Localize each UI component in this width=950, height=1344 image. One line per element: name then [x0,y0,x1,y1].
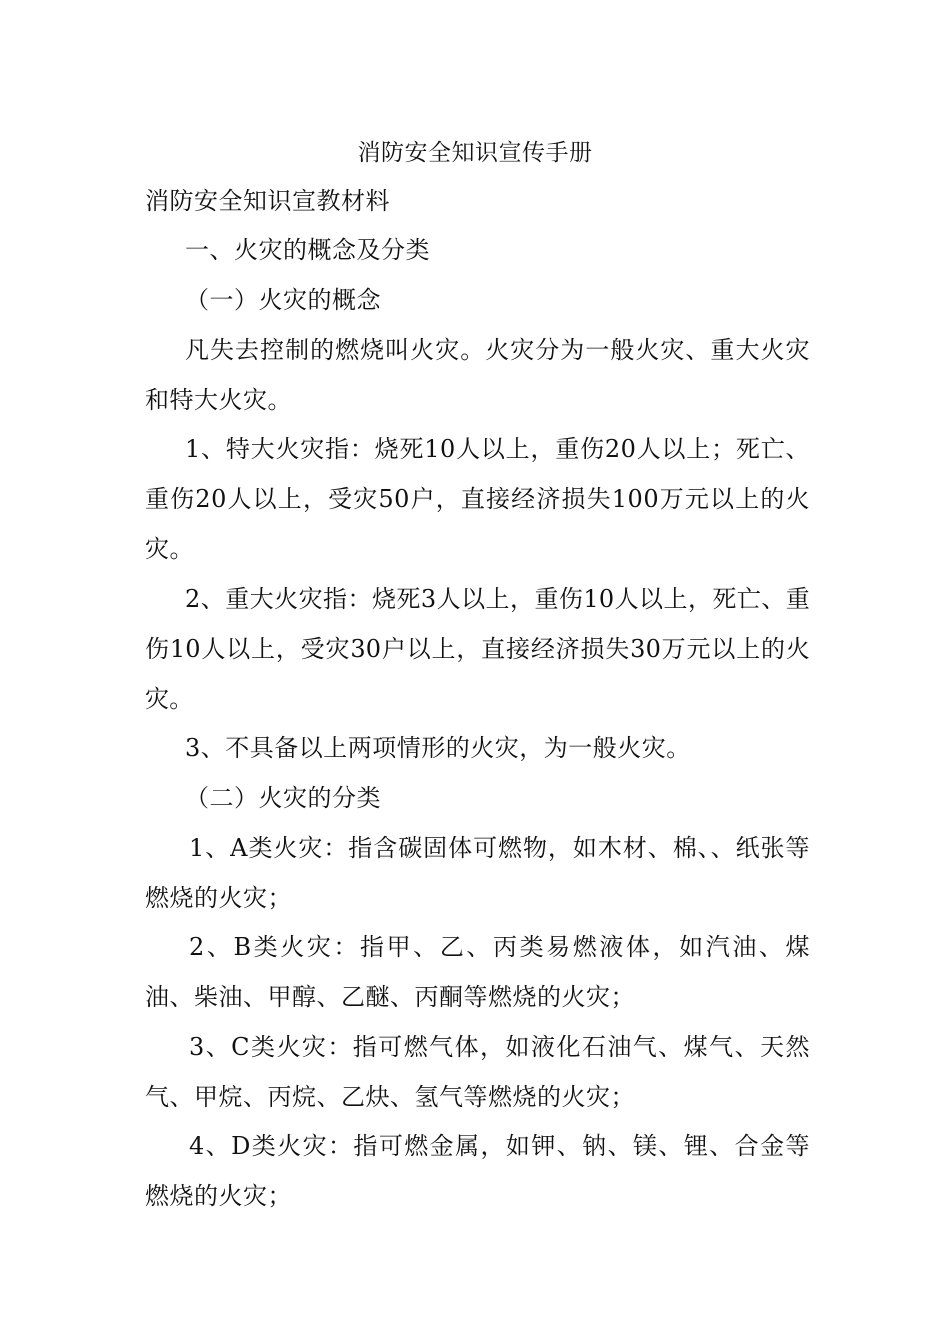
paragraph-major-fire-criteria: 1、特大火灾指：烧死10人以上，重伤20人以上；死亡、重伤20人以上，受灾50户，直接经济损失100万元以上的火灾。 [145,435,810,563]
paragraph-class-c-fire: 3、C类火灾：指可燃气体，如液化石油气、煤气、天然气、甲烷、丙烷、乙炔、氢气等燃烧的火灾； [145,1033,810,1111]
paragraph-fire-definition: 凡失去控制的燃烧叫火灾。火灾分为一般火灾、重大火灾和特大火灾。 [145,336,810,414]
section-heading-fire-concept-classification: 一、火灾的概念及分类 [185,236,430,264]
subsection-heading-fire-classification: （二）火灾的分类 [185,784,381,812]
paragraph-class-d-fire: 4、D类火灾：指可燃金属，如钾、钠、镁、锂、合金等燃烧的火灾； [145,1132,810,1210]
paragraph-class-a-fire: 1、A类火灾：指含碳固体可燃物，如木材、棉、、纸张等燃烧的火灾； [145,834,810,912]
paragraph-class-b-fire: 2、B类火灾：指甲、乙、丙类易燃液体，如汽油、煤油、柴油、甲醇、乙醚、丙酮等燃烧的火灾； [145,933,810,1011]
paragraph-material-heading: 消防安全知识宣教材料 [145,187,390,215]
paragraph-serious-fire-criteria: 2、重大火灾指：烧死3人以上，重伤10人以上，死亡、重伤10人以上，受灾30户以上，直接经济损失30万元以上的火灾。 [145,585,810,713]
paragraph-general-fire: 3、不具备以上两项情形的火灾，为一般火灾。 [185,734,691,762]
document-title: 消防安全知识宣传手册 [357,140,593,166]
subsection-heading-fire-concept: （一）火灾的概念 [185,286,381,314]
